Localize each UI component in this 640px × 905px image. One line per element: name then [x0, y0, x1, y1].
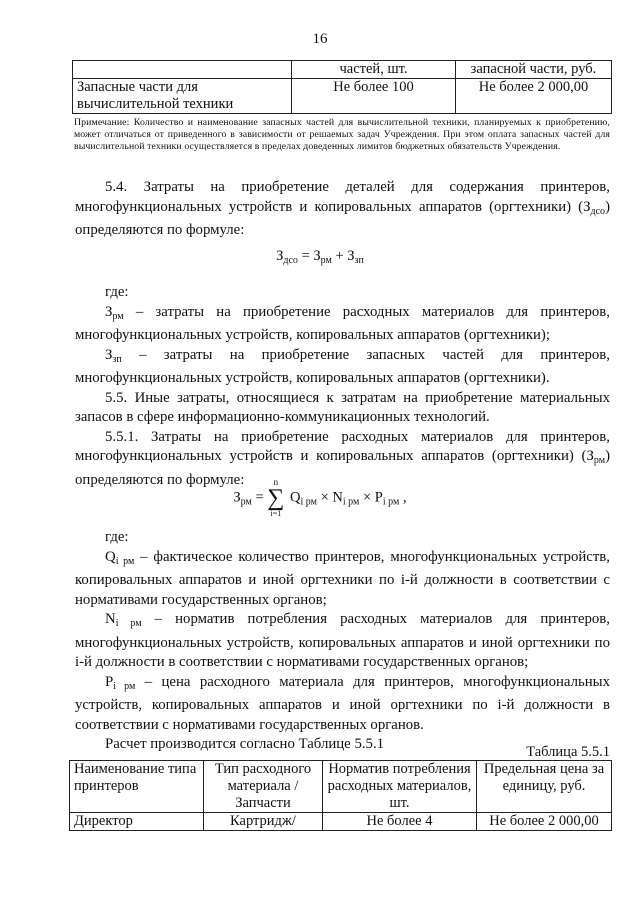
sum-sign — [267, 478, 284, 518]
table-cell — [73, 61, 292, 79]
paragraph-text: 5.4. Затраты на приобретение деталей для содержания принтеров, многофункциональных устройств и копировальных аппаратов (оргтехники) (З — [75, 179, 610, 215]
table-cell: Не более 100 — [292, 79, 456, 114]
formula-symbol: N — [332, 489, 343, 506]
definition-text: – норматив потребления расходных материалов для принтеров, многофункциональных устройств, копировальных аппаратов и иной оргтехники по i-й должности в соответствии с нормативами государственных органов; — [75, 611, 610, 670]
definitions-block-1 — [75, 283, 610, 490]
table-cell: Картридж/ — [204, 813, 323, 831]
table-header-cell: Предельная цена за единицу, руб. — [477, 761, 612, 813]
section-5-4 — [75, 178, 610, 241]
subscript: i рм — [382, 496, 400, 508]
formula-zrm: $З_{рм}$ = n ∑ i=1 $Q_{i рм} \times N_{i рм} \times P_{i рм}$ , — [233, 477, 407, 518]
subscript: зп — [112, 353, 122, 365]
table-row — [73, 61, 612, 79]
table-row — [73, 79, 612, 114]
formula-symbol: N — [105, 611, 116, 627]
formula-symbol: З — [276, 248, 284, 264]
where-label: где: — [105, 529, 129, 545]
formula-zdso: $З_{дсо} = З_{рм} + З_{зп}$ — [276, 248, 364, 266]
table-cell: Запасные части для вычислительной техники — [73, 79, 292, 114]
subscript: рм — [593, 455, 606, 466]
definitions-block-2 — [75, 528, 610, 755]
formula-symbol: З — [233, 489, 241, 506]
subscript: зп — [354, 255, 364, 266]
table-cell: Не более 4 — [323, 813, 477, 831]
subscript: i рм — [300, 496, 317, 508]
section-5-5: 5.5. Иные затраты, относящиеся к затратам на приобретение материальных запасов в сфере информационно-коммуникационных технологий. — [75, 389, 610, 425]
table-cell: запасной части, руб. — [456, 61, 612, 79]
formula-symbol: З — [347, 248, 355, 264]
paragraph-text: ) определяются по формуле: — [75, 198, 610, 238]
table-note: Примечание: Количество и наименование запасных частей для вычислительной техники, планируемых к приобретению, может отличаться от приведенного в зависимости от решаемых задач Учреждения. При этом оплата запасных частей для вычислительной техники осуществляется в пределах доведенных лимитов бюджетных обязательств Учреждения. — [74, 117, 610, 152]
definition-text: – цена расходного материала для принтеров, многофункциональных устройств, копировальных аппаратов и иной оргтехники по i-й должности в соответствии с нормативами государственных органов. — [75, 673, 610, 733]
table-cell: Не более 2 000,00 — [477, 813, 612, 831]
table-cell: Не более 2 000,00 — [456, 79, 612, 114]
paragraph-text: ) определяются по формуле: — [75, 448, 610, 488]
subscript: i рм — [115, 618, 142, 629]
calc-note: Расчет производится согласно Таблице 5.5.1 — [105, 736, 385, 752]
table-header-cell: Наименование типа принтеров — [70, 761, 204, 813]
page-number: 16 — [312, 31, 328, 47]
sigma-glyph: ∑ — [267, 485, 285, 511]
table-cell: Директор — [70, 813, 204, 831]
table-header-cell: Тип расходного материала / Запчасти — [204, 761, 323, 813]
definition-text: – затраты на приобретение запасных частей для принтеров, многофункциональных устройств, копировальных аппаратов (оргтехники). — [75, 346, 610, 386]
formula-symbol: Q — [105, 548, 116, 565]
formula-symbol: З — [105, 346, 113, 363]
subscript: рм — [112, 310, 124, 322]
spare-parts-table — [72, 60, 612, 114]
subscript: i рм — [113, 680, 136, 692]
formula-symbol: P — [105, 673, 114, 690]
table-header-cell: Норматив потребления расходных материалов, шт. — [323, 761, 477, 813]
formula-symbol: З — [105, 303, 113, 320]
sum-upper-limit: n — [273, 477, 279, 487]
table-caption: Таблица 5.5.1 — [526, 744, 610, 760]
formula-symbol: З — [313, 248, 321, 264]
definition-text: – затраты на приобретение расходных материалов для принтеров, многофункциональных устройств, копировальных аппаратов (оргтехники); — [75, 303, 610, 343]
definition-text: – фактическое количество принтеров, многофункциональных устройств, копировальных аппаратов и иной оргтехники по i-й должности в соответствии с нормативами государственных органов; — [75, 548, 610, 608]
table-cell: частей, шт. — [292, 61, 456, 79]
table-header-row — [70, 761, 612, 813]
formula-symbol: P — [374, 489, 383, 506]
sum-lower-limit: i=1 — [270, 509, 282, 518]
paragraph-text: 5.5.1. Затраты на приобретение расходных материалов для принтеров, многофункциональных устройств и копировальных аппаратов (оргтехники) (З — [75, 428, 610, 464]
formula-punct: , — [402, 489, 407, 506]
subscript: дсо — [590, 205, 606, 217]
printers-table — [69, 760, 612, 831]
where-label: где: — [105, 284, 129, 300]
subscript: рм — [320, 255, 332, 266]
table-row — [70, 813, 612, 831]
subscript: i рм — [115, 555, 135, 567]
subscript: рм — [240, 496, 252, 508]
subscript: i рм — [342, 496, 360, 508]
formula-symbol: Q — [290, 489, 301, 506]
subscript: дсо — [283, 255, 298, 266]
